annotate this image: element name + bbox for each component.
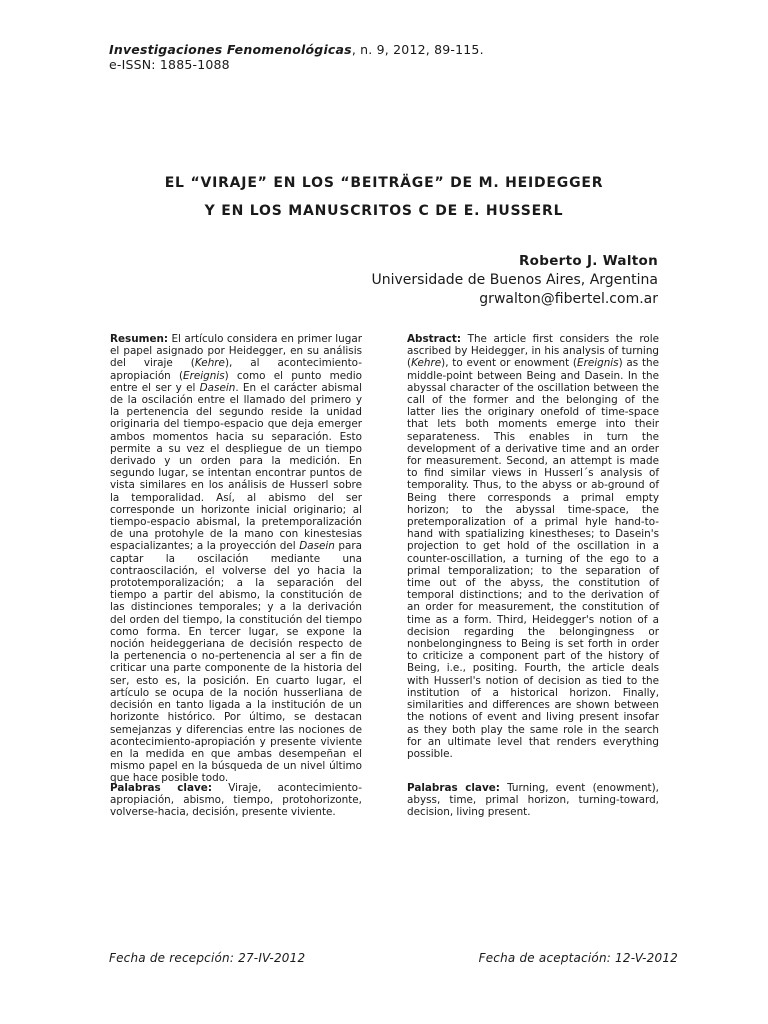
author-block: [371, 252, 658, 309]
keywords-spanish: [110, 782, 362, 819]
abstract-italic: Kehre: [411, 357, 442, 370]
resumen-text: ) como el punto medio entre el ser y el: [110, 369, 362, 394]
abstract-italic: Ereignis: [577, 357, 619, 370]
abstract-label: Abstract:: [407, 333, 462, 345]
resumen-text: El artículo considera en primer lugar el papel asignado por Heidegger, en su análisis del viraje (: [110, 333, 362, 370]
abstract-text: The article first considers the role ascribed by Heidegger, in his analysis of turning (: [407, 333, 659, 370]
keywords-label: Palabras clave:: [110, 782, 212, 794]
journal-name: Investigaciones Fenomenológicas: [109, 42, 352, 57]
author-affiliation: Universidade de Buenos Aires, Argentina: [371, 272, 658, 288]
resumen-italic: Kehre: [194, 357, 225, 370]
keywords-text: Turning, event (enowment), abyss, time, primal horizon, turning-toward, decision, living present.: [407, 782, 659, 819]
title-line-1: EL “VIRAJE” EN LOS “BEITRÄGE” DE M. HEIDEGGER: [164, 175, 604, 191]
resumen-text: ), al acontecimiento-apropiación (: [110, 357, 362, 382]
issn: e-ISSN: 1885-1088: [109, 57, 230, 72]
accepted-date: Fecha de aceptación: 12-V-2012: [478, 951, 678, 965]
received-date: Fecha de recepción: 27-IV-2012: [109, 951, 306, 965]
resumen-text: para captar la oscilación mediante una contraoscilación, el volverse del yo hacia la prototemporalización; a la separación del tiempo a partir del abismo, la constitución de las distinciones temporales; y a la derivación del orden del tiempo, la constitución del tiempo como forma. En tercer lugar, se expone la noción heideggeriana de decisión respecto de la pertenencia o no-pertenencia al ser a fin de criticar una parte componente de la historia del ser, esto es, la posición. En cuarto lugar, el artículo se ocupa de la noción husserliana de decisión en tanto ligada a la institución de un horizonte histórico. Por último, se destacan semejanzas y diferencias entre las nociones de acontecimiento-apropiación y presente viviente en la medida en que ambas desempeñan el mismo papel en la búsqueda de un nivel último que hace posible todo.: [110, 540, 363, 785]
resumen-italic: Dasein: [199, 381, 236, 394]
abstract-text: ) as the middle-point between Being and Dasein. In the abyssal character of the oscillation between the call of the former and the belonging of the latter lies the originary onefold of time-space that lets both moments emerge into their separateness. This enables in turn the development of a derivative time and an order for measurement. Second, an attempt is made to find similar views in Husserl´s analysis of temporality. Thus, to the abyss or ab-ground of Being there corresponds a primal empty horizon; to the abyssal time-space, the pretemporalization of a primal hyle hand-to-hand with spatializing kinestheses; to Dasein's projection to get hold of the oscillation in a counter-oscillation, a turning of the ego to a primal temporalization; to the separation of time out of the abyss, the constitution of temporal distinctions; and to the derivation of an order for measurement, the constitution of time as a form. Third, Heidegger's notion of a decision regarding the belongingness or nonbelongingness to Being is set forth in order to criticize a component part of the history of Being, i.e., positing. Fourth, the article deals with Husserl's notion of decision as tied to the institution of a historical horizon. Finally, similarities and differences are shown between the notions of event and living present insofar as they both play the same role in the search for an ultimate level that renders everything possible.: [407, 357, 659, 760]
abstract-text: ), to event or enowment (: [441, 357, 577, 370]
keywords-label: Palabras clave:: [407, 782, 500, 794]
journal-issue: , n. 9, 2012, 89-115.: [351, 42, 484, 57]
resumen-italic: Dasein: [299, 540, 335, 553]
resumen-italic: Ereignis: [183, 369, 225, 382]
abstract-paragraph: [407, 333, 659, 760]
keywords-text: Viraje, acontecimiento-apropiación, abismo, tiempo, protohorizonte, volverse-hacia, decisión, presente viviente.: [110, 782, 362, 819]
title-line-2: Y EN LOS MANUSCRITOS C DE E. HUSSERL: [204, 203, 564, 219]
author-email[interactable]: grwalton@fibertel.com.ar: [479, 291, 658, 307]
journal-citation: [109, 42, 484, 58]
resumen-text: . En el carácter abismal de la oscilación entre el llamado del primero y la pertenencia del segundo reside la unidad originaria del tiempo-espacio que deja emerger ambos momentos hacia su separación. Esto permite a su vez el despliegue de un tiempo derivado y un orden para la medición. En segundo lugar, se intentan encontrar puntos de vista similares en los análisis de Husserl sobre la temporalidad. Así, al abismo del ser corresponde un horizonte inicial originario; al tiempo-espacio abismal, la pretemporalización de una protohyle de la mano con kinestesias espacializantes; a la proyección del: [110, 381, 362, 553]
author-name: Roberto J. Walton: [518, 253, 658, 269]
resumen-paragraph: [110, 333, 362, 785]
keywords-english: [407, 782, 659, 819]
resumen-label: Resumen:: [110, 333, 169, 345]
